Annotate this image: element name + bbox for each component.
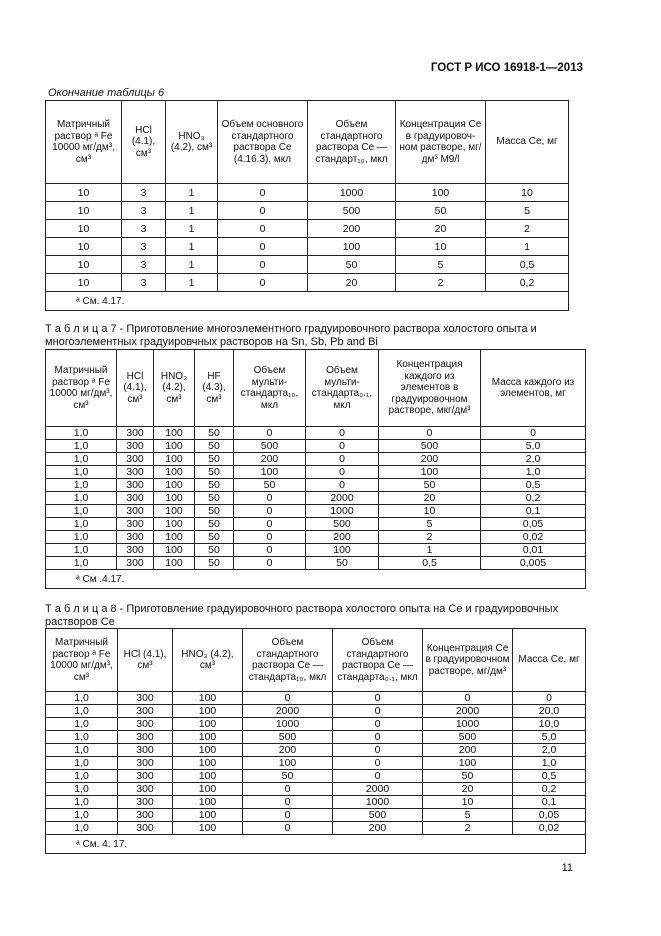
table-cell: 0,2 [481, 492, 586, 505]
table-cell: 3 [122, 184, 166, 202]
table-cell: 2,0 [481, 453, 586, 466]
table-row [46, 479, 586, 492]
table-cell: 50 [195, 492, 234, 505]
table-cell: 0 [218, 256, 308, 274]
table-cell: 300 [118, 783, 173, 796]
table-cell: 0 [306, 466, 379, 479]
table-cell: 100 [234, 466, 306, 479]
table-cell: 500 [234, 440, 306, 453]
table-cell: 3 [122, 274, 166, 292]
table-cell: 100 [154, 531, 195, 544]
table-cell: 300 [117, 531, 154, 544]
table-cell: 500 [306, 518, 379, 531]
table-cell: 50 [396, 202, 486, 220]
table-cell: 0,5 [481, 479, 586, 492]
table7-title: Т а б л и ц а 7 - Приготовление многоэлементного градуировочного раствора холостого опыта и многоэлементных градуировчных растворов на Sn, Sb, Pb and Bi [45, 323, 537, 348]
column-header: Матричный раствор ᵃ Fe 10000 мг/дм³, см³ [46, 629, 118, 692]
table-cell: 300 [118, 731, 173, 744]
table-cell: 2 [486, 220, 569, 238]
table-cell: 2000 [423, 705, 513, 718]
table-row [46, 796, 586, 809]
table-cell: 10 [396, 238, 486, 256]
table-cell: 10,0 [513, 718, 586, 731]
table-cell: 0,5 [486, 256, 569, 274]
table-cell: 1,0 [46, 809, 118, 822]
table-cell: 1 [166, 238, 218, 256]
table-cell: 50 [306, 557, 379, 570]
table-cell: 0 [333, 692, 423, 705]
table-cell: 1,0 [46, 770, 118, 783]
table-cell: 0 [243, 809, 333, 822]
table-cell: 100 [243, 757, 333, 770]
table-cell: 1,0 [46, 505, 117, 518]
table-row [46, 440, 586, 453]
table-row [46, 809, 586, 822]
table-cell: 0 [306, 427, 379, 440]
table-cell: 1,0 [46, 718, 118, 731]
table-row [46, 184, 569, 202]
column-header: Матричный раствор ᵃ Fe 10000 мг/дм³, см³ [46, 101, 122, 184]
column-header: HNO₃ (4.2), см³ [166, 101, 218, 184]
column-header: Объем стандартного раствора Ce — стандарта₁₀, мкл [243, 629, 333, 692]
table-cell: 1 [166, 274, 218, 292]
table-cell: 0 [243, 796, 333, 809]
table-cell: 0 [423, 692, 513, 705]
table-cell: 100 [173, 705, 243, 718]
table-cell: 50 [423, 770, 513, 783]
footnote-row [46, 570, 586, 589]
table-cell: 20 [379, 492, 481, 505]
table-cell: 0 [333, 718, 423, 731]
table-cell: 0 [218, 202, 308, 220]
table-cell: 100 [379, 466, 481, 479]
table-cell: 100 [173, 809, 243, 822]
table-cell: 0,01 [481, 544, 586, 557]
table-cell: 50 [195, 453, 234, 466]
table-cell: 1000 [308, 184, 396, 202]
table-cell: 1,0 [46, 822, 118, 835]
table-cell: 0 [218, 238, 308, 256]
table-row [46, 518, 586, 531]
column-header: Объем стандартного раствора Ce — стандарта₀.₁, мкл [333, 629, 423, 692]
table-cell: 100 [173, 692, 243, 705]
table-cell: 200 [379, 453, 481, 466]
table-cell: 1,0 [46, 757, 118, 770]
table-cell: 100 [154, 479, 195, 492]
table-cell: 0 [234, 557, 306, 570]
table-cell: 200 [423, 744, 513, 757]
table-cell: 1000 [243, 718, 333, 731]
table-cell: 1 [166, 202, 218, 220]
table-cell: 100 [173, 770, 243, 783]
table-cell: 50 [195, 505, 234, 518]
table-cell: 1000 [333, 796, 423, 809]
table-cell: 20 [308, 274, 396, 292]
table-cell: 0 [234, 544, 306, 557]
table-cell: 50 [195, 531, 234, 544]
table-cell: 1,0 [46, 492, 117, 505]
table-row [46, 557, 586, 570]
column-header: HNO₃ (4.2), см³ [154, 350, 195, 427]
table-cell: 100 [154, 492, 195, 505]
table-cell: 300 [117, 518, 154, 531]
table-cell: 2 [423, 822, 513, 835]
table-cell: 100 [308, 238, 396, 256]
table-cell: 200 [243, 744, 333, 757]
table-cell: 100 [154, 505, 195, 518]
table-row [46, 718, 586, 731]
column-header: Объем основного стандартного раствора Ce (4.16.3), мкл [218, 101, 308, 184]
table-cell: 1 [166, 256, 218, 274]
table-cell: 1,0 [46, 744, 118, 757]
table-cell: 100 [173, 796, 243, 809]
table-cell: 50 [195, 544, 234, 557]
table-row [46, 466, 586, 479]
table-cell: 1,0 [46, 705, 118, 718]
table-cell: 0 [306, 440, 379, 453]
table-7 [45, 349, 586, 589]
table-cell: 1,0 [46, 427, 117, 440]
table-row [46, 783, 586, 796]
column-header: Масса Ce, мг [486, 101, 569, 184]
column-header: Концентрация Ce в градуировоч-ном растворе, мг/дм³ M9/l [396, 101, 486, 184]
table-cell: 1,0 [46, 466, 117, 479]
table-cell: 300 [118, 757, 173, 770]
table-cell: 1 [486, 238, 569, 256]
table-cell: 50 [195, 518, 234, 531]
table-cell: 0 [333, 770, 423, 783]
table-cell: 200 [308, 220, 396, 238]
table-cell: 0,2 [486, 274, 569, 292]
table-cell: 1,0 [513, 757, 586, 770]
table-cell: 2 [396, 274, 486, 292]
footnote: ᵃ См. 4. 17. [46, 835, 586, 854]
table-cell: 300 [118, 718, 173, 731]
table-cell: 1,0 [481, 466, 586, 479]
table-row [46, 705, 586, 718]
table-cell: 50 [195, 440, 234, 453]
table-cell: 50 [195, 427, 234, 440]
column-header: HCl (4.1), см³ [117, 350, 154, 427]
table-row [46, 256, 569, 274]
table-cell: 1,0 [46, 796, 118, 809]
table-cell: 100 [154, 557, 195, 570]
table-cell: 100 [173, 731, 243, 744]
table-cell: 50 [379, 479, 481, 492]
table-cell: 200 [333, 822, 423, 835]
table-cell: 50 [234, 479, 306, 492]
table-cell: 5 [379, 518, 481, 531]
table-cell: 1,0 [46, 557, 117, 570]
table-cell: 300 [117, 505, 154, 518]
table-cell: 0,02 [481, 531, 586, 544]
table-cell: 10 [379, 505, 481, 518]
table-cell: 100 [154, 453, 195, 466]
table-cell: 300 [117, 557, 154, 570]
table-cell: 100 [154, 440, 195, 453]
table-cell: 300 [117, 544, 154, 557]
table-cell: 0 [306, 479, 379, 492]
column-header: Масса Ce, мг [513, 629, 586, 692]
table-cell: 100 [423, 757, 513, 770]
table-cell: 300 [117, 453, 154, 466]
table-cell: 2000 [306, 492, 379, 505]
table-cell: 1 [379, 544, 481, 557]
table-cell: 50 [308, 256, 396, 274]
table-cell: 1,0 [46, 531, 117, 544]
table-cell: 100 [154, 427, 195, 440]
column-header: HCl (4.1), см³ [118, 629, 173, 692]
table-cell: 20 [423, 783, 513, 796]
table-cell: 5 [486, 202, 569, 220]
table-cell: 1 [166, 220, 218, 238]
table-cell: 100 [396, 184, 486, 202]
table-cell: 100 [154, 544, 195, 557]
table-cell: 2 [379, 531, 481, 544]
table-cell: 10 [46, 220, 122, 238]
table-cell: 0 [379, 427, 481, 440]
table-cell: 100 [173, 744, 243, 757]
table-cell: 500 [243, 731, 333, 744]
table-cell: 0 [218, 184, 308, 202]
table-cell: 500 [333, 809, 423, 822]
table-cell: 0 [333, 731, 423, 744]
table-cell: 1,0 [46, 453, 117, 466]
table-cell: 50 [195, 466, 234, 479]
table-cell: 10 [46, 238, 122, 256]
table-cell: 300 [117, 427, 154, 440]
table-cell: 300 [117, 466, 154, 479]
table-cell: 200 [234, 453, 306, 466]
table-cell: 0 [243, 692, 333, 705]
table-cell: 0 [243, 822, 333, 835]
table-cell: 0 [243, 783, 333, 796]
table-cell: 5,0 [513, 731, 586, 744]
table-cell: 0 [234, 505, 306, 518]
table-cell: 100 [306, 544, 379, 557]
table-cell: 300 [117, 492, 154, 505]
column-header: Объем мульти-стандарта₁₀, мкл [234, 350, 306, 427]
table-cell: 300 [118, 822, 173, 835]
table6-caption: Окончание таблицы 6 [48, 87, 165, 99]
table-cell: 1,0 [46, 544, 117, 557]
table-cell: 500 [423, 731, 513, 744]
table-cell: 0 [234, 492, 306, 505]
page-number: 11 [561, 862, 573, 874]
table-cell: 50 [195, 479, 234, 492]
table-cell: 10 [46, 202, 122, 220]
table-cell: 10 [46, 274, 122, 292]
table-cell: 1,0 [46, 783, 118, 796]
table-cell: 10 [46, 184, 122, 202]
column-header: HF (4.3), см³ [195, 350, 234, 427]
table-cell: 0,005 [481, 557, 586, 570]
column-header: HCl (4.1), см³ [122, 101, 166, 184]
table-cell: 20 [396, 220, 486, 238]
table-row [46, 492, 586, 505]
table-cell: 500 [308, 202, 396, 220]
table-row [46, 220, 569, 238]
table-cell: 50 [195, 557, 234, 570]
table-6 [45, 100, 569, 311]
table-cell: 10 [46, 256, 122, 274]
table-cell: 0,5 [379, 557, 481, 570]
table-cell: 300 [118, 796, 173, 809]
table-cell: 1,0 [46, 692, 118, 705]
table-row [46, 531, 586, 544]
table-cell: 0 [234, 427, 306, 440]
table-cell: 0,05 [481, 518, 586, 531]
table-cell: 1,0 [46, 440, 117, 453]
column-header: Объем стандартного раствора Ce — стандарт₁₀, мкл [308, 101, 396, 184]
table-cell: 0 [234, 518, 306, 531]
table-8 [45, 628, 586, 854]
table-cell: 3 [122, 238, 166, 256]
table-cell: 100 [154, 518, 195, 531]
footnote-row [46, 292, 569, 311]
table-cell: 1 [166, 184, 218, 202]
table-row [46, 274, 569, 292]
table-cell: 0 [333, 705, 423, 718]
header-row [46, 629, 586, 692]
table-cell: 100 [154, 466, 195, 479]
table-row [46, 731, 586, 744]
table-cell: 500 [379, 440, 481, 453]
table-row [46, 238, 569, 256]
table-cell: 300 [118, 692, 173, 705]
column-header: Концентрация каждого из элементов в градуировочном растворе, мкг/дм³ [379, 350, 481, 427]
table-row [46, 822, 586, 835]
table-cell: 3 [122, 220, 166, 238]
table-cell: 300 [118, 809, 173, 822]
table-cell: 300 [118, 770, 173, 783]
table-cell: 10 [423, 796, 513, 809]
table-cell: 300 [118, 744, 173, 757]
table-cell: 0 [218, 274, 308, 292]
column-header: Масса каждого из элементов, мг [481, 350, 586, 427]
table-cell: 5 [423, 809, 513, 822]
table-cell: 0 [306, 453, 379, 466]
table-cell: 0 [234, 531, 306, 544]
table-cell: 300 [117, 479, 154, 492]
table-cell: 0 [513, 692, 586, 705]
table-row [46, 744, 586, 757]
table-cell: 1,0 [46, 479, 117, 492]
table-cell: 20,0 [513, 705, 586, 718]
table-row [46, 544, 586, 557]
table-cell: 300 [117, 440, 154, 453]
table-cell: 0,05 [513, 809, 586, 822]
table-cell: 100 [173, 783, 243, 796]
table-cell: 100 [173, 757, 243, 770]
footnote: ᵃ См. 4.17. [46, 292, 569, 311]
table-row [46, 770, 586, 783]
table-cell: 200 [306, 531, 379, 544]
table-cell: 1,0 [46, 518, 117, 531]
table-row [46, 427, 586, 440]
table-cell: 2000 [333, 783, 423, 796]
table-cell: 10 [486, 184, 569, 202]
table-cell: 5,0 [481, 440, 586, 453]
table8-title: Т а б л и ц а 8 - Приготовление градуировочного раствора холостого опыта на Ce и градуировочных растворов Ce [45, 603, 559, 628]
table-cell: 50 [243, 770, 333, 783]
table-cell: 5 [396, 256, 486, 274]
document-code: ГОСТ Р ИСО 16918-1—2013 [430, 62, 583, 74]
table-cell: 0,1 [513, 796, 586, 809]
table-cell: 0,2 [513, 783, 586, 796]
table-cell: 100 [173, 718, 243, 731]
table-row [46, 692, 586, 705]
column-header: Концентрация Ce в градуировочном растворе, мг/дм³ [423, 629, 513, 692]
table-cell: 1000 [306, 505, 379, 518]
table-cell: 0,02 [513, 822, 586, 835]
table-cell: 0 [218, 220, 308, 238]
header-row [46, 101, 569, 184]
table-cell: 1,0 [46, 731, 118, 744]
table-cell: 3 [122, 202, 166, 220]
table-cell: 0 [333, 757, 423, 770]
table-cell: 1000 [423, 718, 513, 731]
table-cell: 3 [122, 256, 166, 274]
table-cell: 2000 [243, 705, 333, 718]
table-cell: 0,5 [513, 770, 586, 783]
header-row [46, 350, 586, 427]
column-header: HNO₃ (4.2), см³ [173, 629, 243, 692]
table-cell: 2,0 [513, 744, 586, 757]
table-cell: 0 [481, 427, 586, 440]
table-row [46, 453, 586, 466]
column-header: Объем мульти-стандарта₀.₁, мкл [306, 350, 379, 427]
table-cell: 0 [333, 744, 423, 757]
table-cell: 0,1 [481, 505, 586, 518]
column-header: Матричный раствор ᵃ Fe 10000 мг/дм³, см³ [46, 350, 117, 427]
table-row [46, 505, 586, 518]
table-row [46, 757, 586, 770]
table-cell: 100 [173, 822, 243, 835]
table-cell: 300 [118, 705, 173, 718]
table-row [46, 202, 569, 220]
footnote: ᵃ См .4.17. [46, 570, 586, 589]
footnote-row [46, 835, 586, 854]
